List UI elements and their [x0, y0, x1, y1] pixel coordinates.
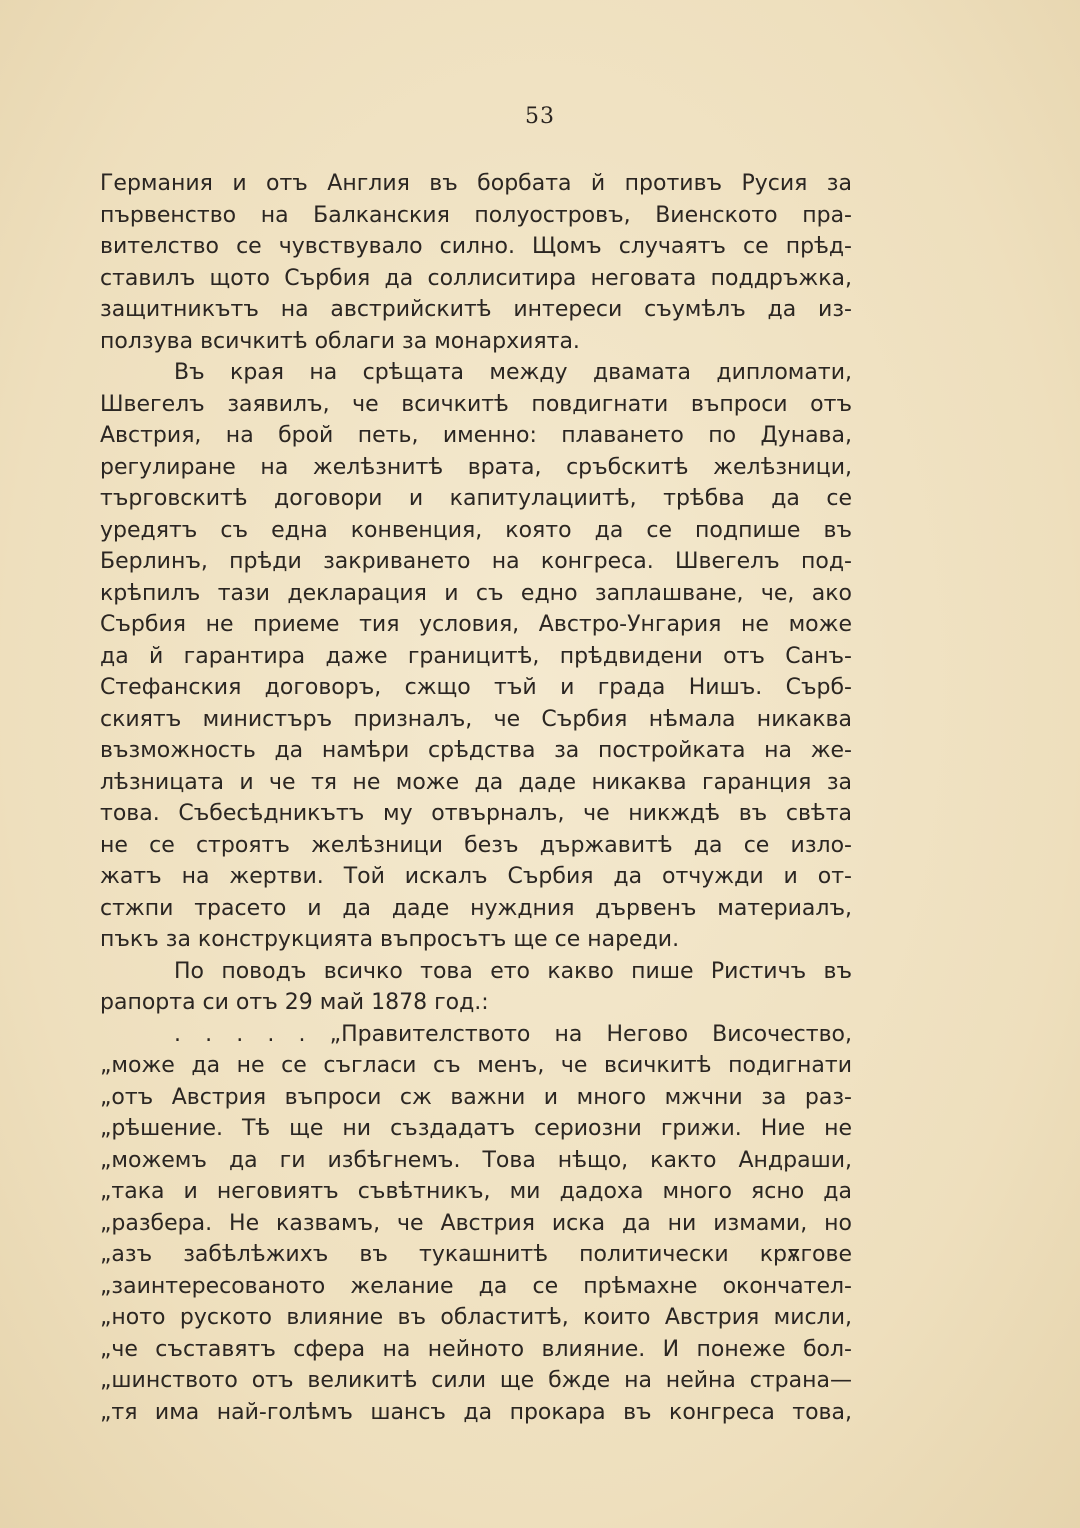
text-line: да й гарантира даже границитѣ, прѣдвидени отъ Санъ- [100, 643, 852, 669]
text-line: пъкъ за конструкцията въпросътъ ще се нареди. [100, 927, 680, 952]
text-line: ползува всичкитѣ облаги за монархията. [100, 328, 580, 354]
text-line: крѣпилъ тази декларация и съ едно заплашване, че, ако [100, 580, 852, 606]
text-line: „ното руското влияние въ областитѣ, които Австрия мисли, [100, 1305, 852, 1330]
text-line: уредятъ съ една конвенция, която да се подпише въ [100, 517, 852, 543]
page-number: 53 [525, 104, 555, 129]
text-line: Германия и отъ Англия въ борбата й противъ Русия за [100, 171, 852, 196]
text-line: По поводъ всичко това ето какво пише Ристичъ въ [174, 958, 852, 984]
text-line: лѣзницата и че тя не може да даде никаква гаранция за [100, 769, 852, 795]
text-line: Берлинъ, прѣди закриването на конгреса. Швегелъ под- [100, 549, 852, 574]
text-line: ставилъ щото Сърбия да соллиситира неговата поддръжка, [100, 265, 852, 291]
text-line: вителство се чувствувало силно. Щомъ случаятъ се прѣд- [100, 234, 852, 259]
text-line: „рѣшение. Тѣ ще ни създадатъ сериозни грижи. Ние не [100, 1116, 852, 1141]
text-line: „можемъ да ги избѣгнемъ. Това нѣщо, както Андраши, [100, 1147, 852, 1173]
text-line: „така и неговиятъ съвѣтникъ, ми дадоха много ясно да [100, 1179, 852, 1204]
text-line: не се строятъ желѣзници безъ държавитѣ да се изло- [100, 832, 852, 858]
text-line: Австрия, на брой петь, именно: плаването по Дунава, [100, 423, 852, 448]
text-line: „тя има най-голѣмъ шансъ да прокара въ конгреса това, [100, 1399, 852, 1425]
text-line: „може да не се съгласи съ менъ, че всичкитѣ подигнати [100, 1053, 852, 1078]
text-line: „че съставятъ сфера на нейното влияние. И понеже бол- [100, 1336, 852, 1362]
text-line: регулиране на желѣзнитѣ врата, сръбскитѣ желѣзници, [100, 454, 852, 480]
text-line: „отъ Австрия въпроси сж важни и много мжчни за раз- [100, 1084, 852, 1110]
text-line: . . . . . „Правителството на Негово Височество, [174, 1021, 852, 1047]
text-line: това. Събесѣдникътъ му отвърналъ, че никждѣ въ свѣта [100, 801, 852, 826]
text-line: „шинството отъ великитѣ сили ще бжде на нейна страна— [100, 1368, 852, 1393]
text-line: рапорта си отъ 29 май 1878 год.: [100, 990, 489, 1015]
text-line: Швегелъ заявилъ, че всичкитѣ повдигнати въпроси отъ [100, 391, 852, 417]
body-text [100, 168, 852, 1428]
text-line: стжпи трасето и да даде нуждния дървенъ материалъ, [100, 895, 852, 921]
text-line: „азъ забѣлѣжихъ въ тукашнитѣ политически крѫгове [100, 1242, 852, 1267]
text-line: Въ края на срѣщата между двамата дипломати, [174, 360, 852, 385]
text-line: търговскитѣ договори и капитулациитѣ, трѣбва да се [100, 486, 852, 511]
text-line: скиятъ министъръ призналъ, че Сърбия нѣмала никаква [100, 706, 852, 732]
text-line: първенство на Балканския полуостровъ, Виенското пра- [100, 202, 852, 228]
text-line: „разбера. Не казвамъ, че Австрия иска да ни измами, но [100, 1210, 852, 1236]
text-line: защитникътъ на австрийскитѣ интереси съумѣлъ да из- [100, 297, 852, 322]
text-line: Стефанския договоръ, сжщо тъй и града Нишъ. Сърб- [100, 675, 852, 700]
text-line: възможность да намѣри срѣдства за постройката на же- [100, 738, 852, 763]
text-line: жатъ на жертви. Той искалъ Сърбия да отчужди и от- [100, 864, 852, 889]
text-line: Сърбия не приеме тия условия, Австро-Унгария не може [100, 612, 852, 637]
text-line: „заинтересованото желание да се прѣмахне окончател- [100, 1273, 852, 1299]
